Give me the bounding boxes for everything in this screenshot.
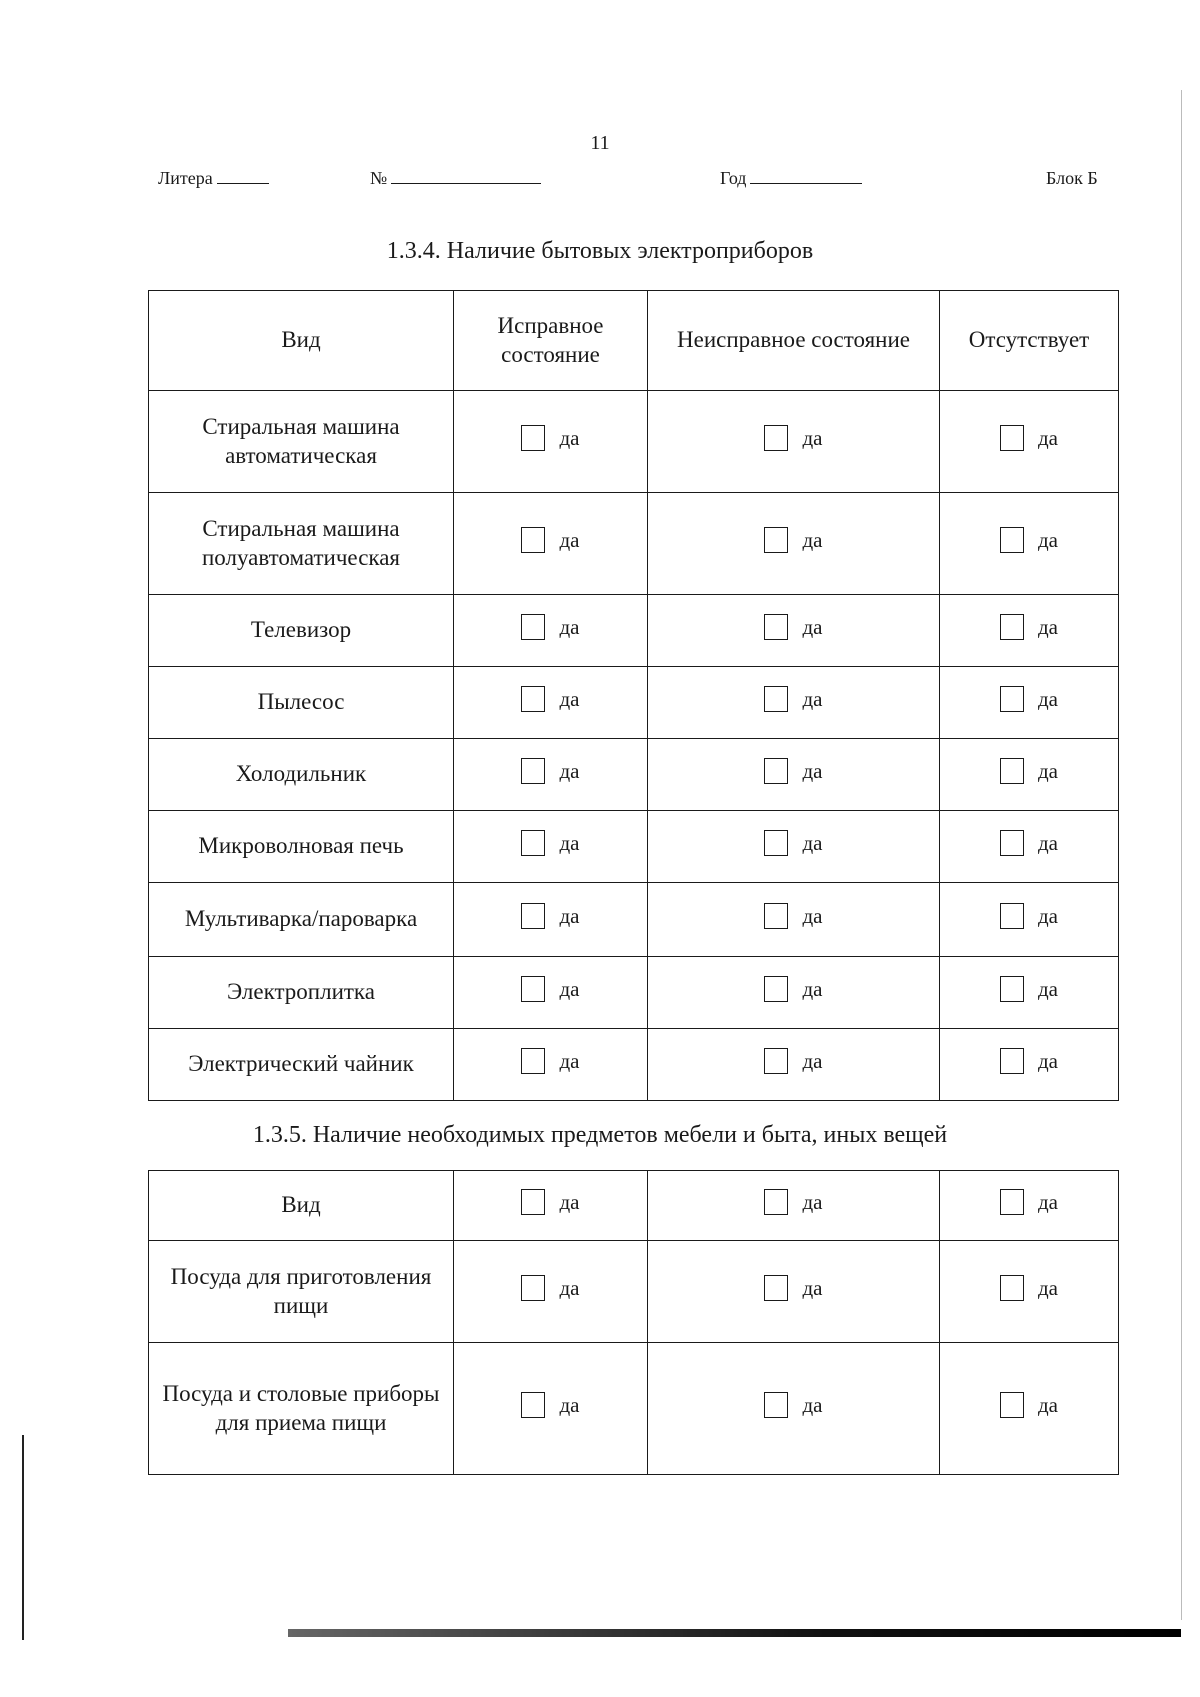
checkbox-cell-absent xyxy=(940,883,1119,957)
checkbox-broken[interactable] xyxy=(764,1392,822,1418)
checkbox-label: да xyxy=(802,903,823,928)
checkbox-working[interactable] xyxy=(521,1048,579,1074)
checkbox-label: да xyxy=(559,1392,580,1417)
year-blank[interactable] xyxy=(750,169,862,184)
checkbox-absent[interactable] xyxy=(1000,425,1058,451)
checkbox-label: да xyxy=(559,758,580,783)
checkbox-box[interactable] xyxy=(1000,686,1024,712)
checkbox-label: да xyxy=(1037,614,1058,639)
checkbox-label: да xyxy=(559,425,580,450)
year-label: Год xyxy=(720,168,747,188)
table-row xyxy=(149,493,1119,595)
checkbox-box[interactable] xyxy=(1000,1392,1024,1418)
checkbox-absent[interactable] xyxy=(1000,686,1058,712)
checkbox-cell-absent xyxy=(940,391,1119,493)
checkbox-cell-absent xyxy=(940,1029,1119,1101)
checkbox-label: да xyxy=(559,614,580,639)
checkbox-box[interactable] xyxy=(521,830,545,856)
checkbox-box[interactable] xyxy=(764,1275,788,1301)
checkbox-cell-absent xyxy=(940,811,1119,883)
checkbox-box[interactable] xyxy=(521,1048,545,1074)
table-row xyxy=(149,883,1119,957)
checkbox-box[interactable] xyxy=(521,614,545,640)
column-header-broken: Неисправное состояние xyxy=(648,291,940,391)
checkbox-cell-working xyxy=(454,667,648,739)
furniture-table xyxy=(148,1170,1119,1475)
checkbox-label: да xyxy=(559,1189,580,1214)
checkbox-label: да xyxy=(1037,425,1058,450)
checkbox-box[interactable] xyxy=(1000,1048,1024,1074)
row-label: Электроплитка xyxy=(149,957,454,1029)
checkbox-box[interactable] xyxy=(521,527,545,553)
checkbox-broken[interactable] xyxy=(764,830,822,856)
table-row xyxy=(149,1343,1119,1475)
checkbox-box[interactable] xyxy=(1000,830,1024,856)
row-label: Стиральная машина автоматическая xyxy=(149,391,454,493)
checkbox-cell-absent xyxy=(940,493,1119,595)
row-label: Холодильник xyxy=(149,739,454,811)
checkbox-label: да xyxy=(1037,903,1058,928)
block-label: Блок Б xyxy=(1046,168,1098,188)
checkbox-cell-working xyxy=(454,957,648,1029)
checkbox-label: да xyxy=(802,614,823,639)
checkbox-cell-absent xyxy=(940,1171,1119,1241)
checkbox-label: да xyxy=(802,1392,823,1417)
checkbox-absent[interactable] xyxy=(1000,527,1058,553)
section-title-furniture: 1.3.5. Наличие необходимых предметов мебели и быта, иных вещей xyxy=(252,1122,948,1148)
checkbox-working[interactable] xyxy=(521,976,579,1002)
checkbox-working[interactable] xyxy=(521,527,579,553)
checkbox-broken[interactable] xyxy=(764,1189,822,1215)
checkbox-cell-working xyxy=(454,1343,648,1475)
appliances-table xyxy=(148,290,1119,1101)
checkbox-label: да xyxy=(559,830,580,855)
table-row xyxy=(149,957,1119,1029)
checkbox-box[interactable] xyxy=(1000,758,1024,784)
checkbox-absent[interactable] xyxy=(1000,614,1058,640)
litera-field xyxy=(158,168,269,189)
page-number: 11 xyxy=(590,132,610,154)
checkbox-box[interactable] xyxy=(521,425,545,451)
checkbox-cell-working xyxy=(454,1241,648,1343)
checkbox-label: да xyxy=(1037,976,1058,1001)
row-label: Микроволновая печь xyxy=(149,811,454,883)
checkbox-broken[interactable] xyxy=(764,758,822,784)
checkbox-box[interactable] xyxy=(764,976,788,1002)
checkbox-cell-working xyxy=(454,391,648,493)
checkbox-cell-working xyxy=(454,739,648,811)
checkbox-box[interactable] xyxy=(764,527,788,553)
checkbox-cell-broken xyxy=(648,1343,940,1475)
scan-edge-right xyxy=(1181,90,1182,1620)
checkbox-broken[interactable] xyxy=(764,527,822,553)
checkbox-working[interactable] xyxy=(521,614,579,640)
checkbox-cell-broken xyxy=(648,391,940,493)
checkbox-box[interactable] xyxy=(521,758,545,784)
checkbox-box[interactable] xyxy=(764,830,788,856)
checkbox-cell-broken xyxy=(648,739,940,811)
section-title-appliances: 1.3.4. Наличие бытовых электроприборов xyxy=(386,238,814,264)
row-label: Посуда для приготовления пищи xyxy=(149,1241,454,1343)
checkbox-cell-broken xyxy=(648,595,940,667)
checkbox-box[interactable] xyxy=(521,1392,545,1418)
checkbox-absent[interactable] xyxy=(1000,1275,1058,1301)
checkbox-absent[interactable] xyxy=(1000,830,1058,856)
checkbox-working[interactable] xyxy=(521,903,579,929)
checkbox-cell-broken xyxy=(648,957,940,1029)
checkbox-absent[interactable] xyxy=(1000,1189,1058,1215)
checkbox-broken[interactable] xyxy=(764,425,822,451)
checkbox-absent[interactable] xyxy=(1000,758,1058,784)
checkbox-box[interactable] xyxy=(764,686,788,712)
checkbox-label: да xyxy=(802,1189,823,1214)
checkbox-label: да xyxy=(559,1275,580,1300)
checkbox-box[interactable] xyxy=(1000,1189,1024,1215)
table-row xyxy=(149,739,1119,811)
checkbox-cell-absent xyxy=(940,595,1119,667)
checkbox-box[interactable] xyxy=(521,976,545,1002)
checkbox-label: да xyxy=(802,425,823,450)
row-label: Мультиварка/пароварка xyxy=(149,883,454,957)
checkbox-cell-absent xyxy=(940,1343,1119,1475)
checkbox-label: да xyxy=(1037,686,1058,711)
checkbox-cell-working xyxy=(454,811,648,883)
checkbox-box[interactable] xyxy=(764,425,788,451)
checkbox-label: да xyxy=(559,976,580,1001)
checkbox-cell-absent xyxy=(940,1241,1119,1343)
checkbox-cell-working xyxy=(454,1029,648,1101)
scan-bar-bottom xyxy=(288,1629,1181,1637)
checkbox-label: да xyxy=(1037,1189,1058,1214)
checkbox-cell-broken xyxy=(648,667,940,739)
checkbox-working[interactable] xyxy=(521,758,579,784)
checkbox-broken[interactable] xyxy=(764,686,822,712)
checkbox-label: да xyxy=(1037,758,1058,783)
checkbox-cell-broken xyxy=(648,493,940,595)
checkbox-label: да xyxy=(802,686,823,711)
checkbox-label: да xyxy=(802,976,823,1001)
checkbox-box[interactable] xyxy=(521,903,545,929)
litera-blank[interactable] xyxy=(217,169,269,184)
checkbox-label: да xyxy=(802,527,823,552)
checkbox-broken[interactable] xyxy=(764,614,822,640)
checkbox-box[interactable] xyxy=(764,1392,788,1418)
row-label: Посуда и столовые приборы для приема пищи xyxy=(149,1343,454,1475)
table-row xyxy=(149,1241,1119,1343)
checkbox-box[interactable] xyxy=(1000,425,1024,451)
checkbox-broken[interactable] xyxy=(764,1275,822,1301)
checkbox-cell-working xyxy=(454,1171,648,1241)
checkbox-cell-working xyxy=(454,883,648,957)
checkbox-cell-absent xyxy=(940,739,1119,811)
checkbox-box[interactable] xyxy=(521,1189,545,1215)
table-row xyxy=(149,1029,1119,1101)
row-label: Вид xyxy=(149,1171,454,1241)
table-row xyxy=(149,667,1119,739)
checkbox-working[interactable] xyxy=(521,425,579,451)
checkbox-absent[interactable] xyxy=(1000,976,1058,1002)
row-label: Телевизор xyxy=(149,595,454,667)
checkbox-box[interactable] xyxy=(764,758,788,784)
checkbox-cell-broken xyxy=(648,1171,940,1241)
number-blank[interactable] xyxy=(391,169,541,184)
checkbox-label: да xyxy=(1037,1392,1058,1417)
checkbox-label: да xyxy=(1037,1048,1058,1073)
column-header-absent: Отсутствует xyxy=(940,291,1119,391)
column-header-working: Исправное состояние xyxy=(454,291,648,391)
checkbox-box[interactable] xyxy=(764,903,788,929)
checkbox-cell-broken xyxy=(648,883,940,957)
checkbox-broken[interactable] xyxy=(764,1048,822,1074)
row-label: Стиральная машина полуавтоматическая xyxy=(149,493,454,595)
checkbox-working[interactable] xyxy=(521,1392,579,1418)
checkbox-box[interactable] xyxy=(521,686,545,712)
checkbox-label: да xyxy=(802,758,823,783)
checkbox-broken[interactable] xyxy=(764,976,822,1002)
checkbox-cell-working xyxy=(454,493,648,595)
year-field xyxy=(720,168,862,189)
table-row xyxy=(149,1171,1119,1241)
number-label: № xyxy=(370,168,388,188)
column-header-type: Вид xyxy=(149,291,454,391)
table-row xyxy=(149,391,1119,493)
checkbox-box[interactable] xyxy=(764,1189,788,1215)
checkbox-label: да xyxy=(559,686,580,711)
checkbox-working[interactable] xyxy=(521,1275,579,1301)
checkbox-label: да xyxy=(802,830,823,855)
checkbox-box[interactable] xyxy=(1000,903,1024,929)
checkbox-label: да xyxy=(802,1275,823,1300)
table-header-row xyxy=(149,291,1119,391)
number-field xyxy=(370,168,541,189)
checkbox-label: да xyxy=(1037,527,1058,552)
table-row xyxy=(149,595,1119,667)
checkbox-label: да xyxy=(559,527,580,552)
table-row xyxy=(149,811,1119,883)
checkbox-box[interactable] xyxy=(1000,1275,1024,1301)
row-label: Электрический чайник xyxy=(149,1029,454,1101)
checkbox-box[interactable] xyxy=(764,1048,788,1074)
checkbox-label: да xyxy=(1037,1275,1058,1300)
checkbox-cell-absent xyxy=(940,667,1119,739)
checkbox-box[interactable] xyxy=(521,1275,545,1301)
checkbox-cell-absent xyxy=(940,957,1119,1029)
checkbox-label: да xyxy=(802,1048,823,1073)
litera-label: Литера xyxy=(158,168,213,188)
checkbox-cell-broken xyxy=(648,1241,940,1343)
checkbox-cell-broken xyxy=(648,1029,940,1101)
checkbox-absent[interactable] xyxy=(1000,1048,1058,1074)
row-label: Пылесос xyxy=(149,667,454,739)
checkbox-working[interactable] xyxy=(521,686,579,712)
checkbox-broken[interactable] xyxy=(764,903,822,929)
checkbox-box[interactable] xyxy=(1000,527,1024,553)
checkbox-working[interactable] xyxy=(521,830,579,856)
checkbox-cell-broken xyxy=(648,811,940,883)
checkbox-box[interactable] xyxy=(1000,614,1024,640)
checkbox-box[interactable] xyxy=(1000,976,1024,1002)
checkbox-cell-working xyxy=(454,595,648,667)
checkbox-box[interactable] xyxy=(764,614,788,640)
checkbox-label: да xyxy=(559,903,580,928)
checkbox-working[interactable] xyxy=(521,1189,579,1215)
checkbox-label: да xyxy=(1037,830,1058,855)
checkbox-absent[interactable] xyxy=(1000,1392,1058,1418)
checkbox-absent[interactable] xyxy=(1000,903,1058,929)
scan-edge-left xyxy=(22,1435,24,1640)
checkbox-label: да xyxy=(559,1048,580,1073)
